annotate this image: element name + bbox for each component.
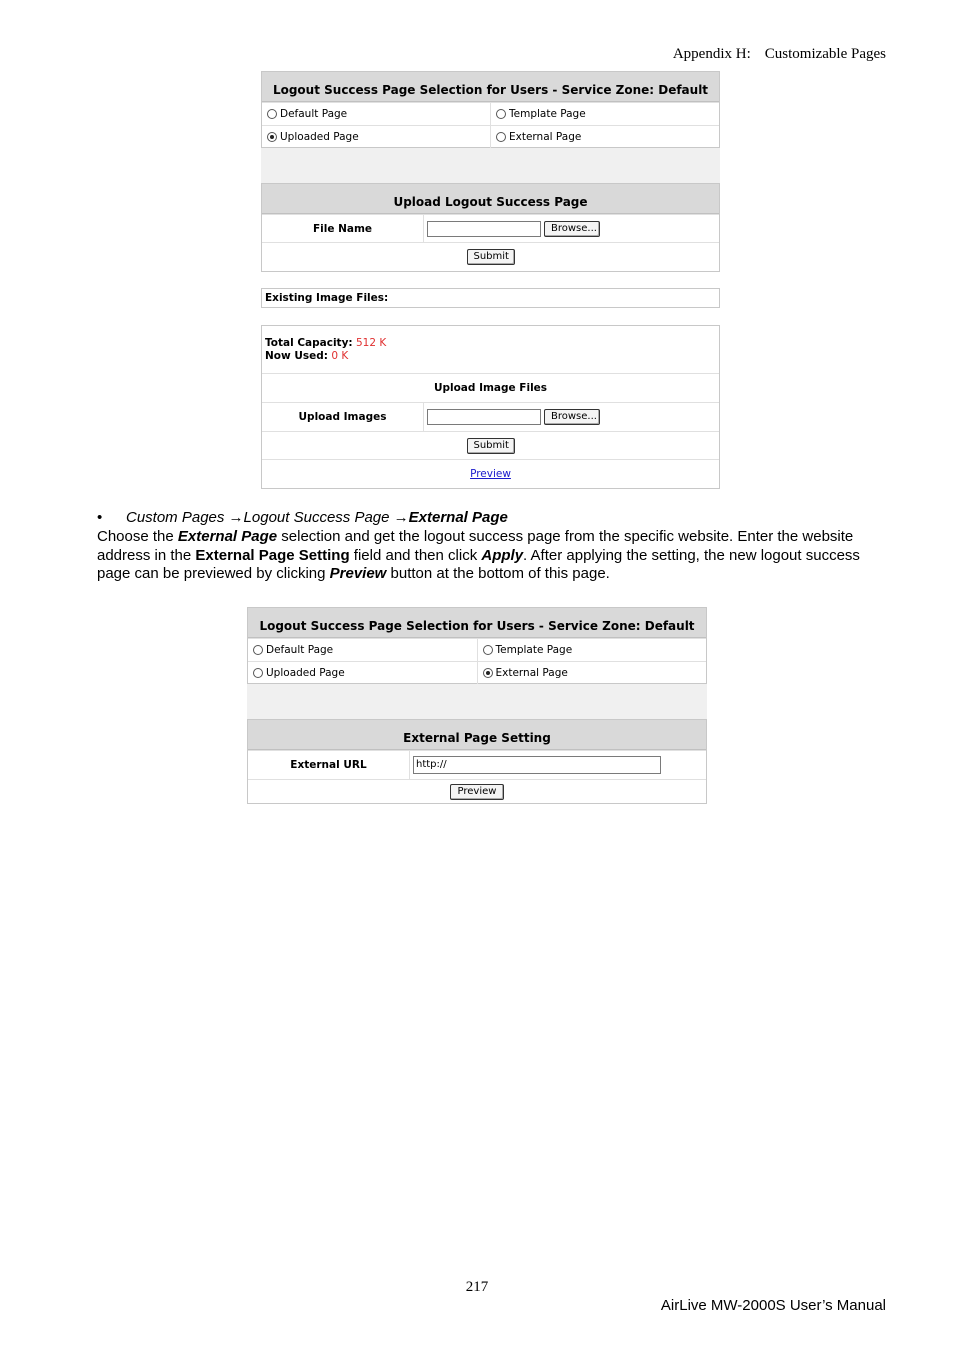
selection-panel-1 <box>261 71 720 148</box>
capacity-info <box>262 326 719 373</box>
para-text: . After applying the setting, the new logout success page can be previewed by clicking <box>97 546 860 582</box>
selection-panel-2-title: Logout Success Page Selection for Users - Service Zone: Default <box>248 608 706 638</box>
option-label: Uploaded Page <box>280 131 359 143</box>
upload-page-title: Upload Logout Success Page <box>262 184 719 214</box>
option-uploaded-page[interactable] <box>262 126 490 148</box>
radio-icon[interactable] <box>267 109 277 119</box>
existing-images-label: Existing Image Files: <box>265 292 389 304</box>
upload-image-files-title <box>262 373 719 402</box>
upload-images-input[interactable] <box>427 409 541 425</box>
option-label: Uploaded Page <box>266 667 345 679</box>
bullet-part2: Logout Success Page <box>243 509 394 526</box>
upload-image-files-text: Upload Image Files <box>433 382 548 394</box>
file-name-label: File Name <box>312 222 373 235</box>
option-external-page[interactable] <box>477 662 707 684</box>
header-section: Customizable Pages <box>764 46 886 62</box>
radio-icon[interactable] <box>253 645 263 655</box>
para-emphasis: Preview <box>329 565 387 582</box>
browse-button[interactable]: Browse... <box>544 221 600 237</box>
now-used-label: Now Used: <box>265 350 328 362</box>
upload-page-panel <box>261 183 720 272</box>
upload-images-label: Upload Images <box>298 411 387 423</box>
para-text: Choose the <box>97 528 178 545</box>
option-default-page[interactable] <box>248 639 477 661</box>
radio-icon[interactable] <box>496 132 506 142</box>
radio-icon[interactable] <box>483 645 493 655</box>
bullet-dot: • <box>97 509 103 526</box>
browse-images-button[interactable]: Browse... <box>544 409 600 425</box>
selection-panel-1-title: Logout Success Page Selection for Users - Service Zone: Default <box>262 72 719 102</box>
para-text: button at the bottom of this page. <box>386 565 610 582</box>
file-name-input[interactable] <box>427 221 541 237</box>
total-capacity-label: Total Capacity: <box>265 337 353 349</box>
option-default-page[interactable] <box>262 103 490 125</box>
option-label: External Page <box>509 131 582 143</box>
option-label: External Page <box>495 667 568 679</box>
spacer-strip <box>247 684 707 719</box>
para-emphasis: Apply <box>481 546 524 564</box>
description-paragraph <box>97 528 877 584</box>
arrow-icon: → <box>228 509 244 526</box>
para-emphasis: External Page <box>177 528 278 545</box>
para-emphasis: External Page Setting <box>195 546 350 564</box>
option-label: Template Page <box>495 644 573 656</box>
radio-selected-icon[interactable] <box>267 132 277 142</box>
bullet-part3: External Page <box>408 509 508 526</box>
para-text: field and then click <box>349 546 482 564</box>
para-text: selection and get the logout success page from the specific website. Enter the website address in the <box>97 528 854 564</box>
external-url-input[interactable]: http:// <box>413 756 661 774</box>
submit-images-button[interactable]: Submit <box>467 438 515 454</box>
option-label: Default Page <box>266 644 334 656</box>
option-label: Template Page <box>509 108 586 120</box>
radio-icon[interactable] <box>253 668 263 678</box>
preview-link[interactable]: Preview <box>470 468 511 480</box>
external-url-label: External URL <box>290 759 367 771</box>
running-header <box>673 46 886 63</box>
option-external-page[interactable] <box>490 126 719 148</box>
preview-button[interactable]: Preview <box>450 784 504 800</box>
radio-icon[interactable] <box>496 109 506 119</box>
now-used-value: 0 K <box>331 350 349 362</box>
existing-images-bar <box>261 288 720 308</box>
bullet-line <box>97 509 508 528</box>
submit-button[interactable]: Submit <box>467 249 515 265</box>
option-label: Default Page <box>280 108 348 120</box>
option-template-page[interactable] <box>477 639 707 661</box>
arrow-icon: → <box>393 509 409 526</box>
spacer-strip <box>261 148 720 183</box>
radio-selected-icon[interactable] <box>483 668 493 678</box>
option-template-page[interactable] <box>490 103 719 125</box>
external-setting-title: External Page Setting <box>248 720 706 750</box>
images-panel <box>261 325 720 489</box>
header-appendix: Appendix H: <box>672 46 751 62</box>
option-uploaded-page[interactable] <box>248 662 477 684</box>
bullet-part1: Custom Pages <box>126 509 229 526</box>
page-number: 217 <box>465 1279 489 1295</box>
manual-title: AirLive MW-2000S User’s Manual <box>660 1297 886 1314</box>
selection-panel-2 <box>247 607 707 684</box>
external-setting-panel <box>247 719 707 804</box>
total-capacity-value: 512 K <box>355 337 387 349</box>
